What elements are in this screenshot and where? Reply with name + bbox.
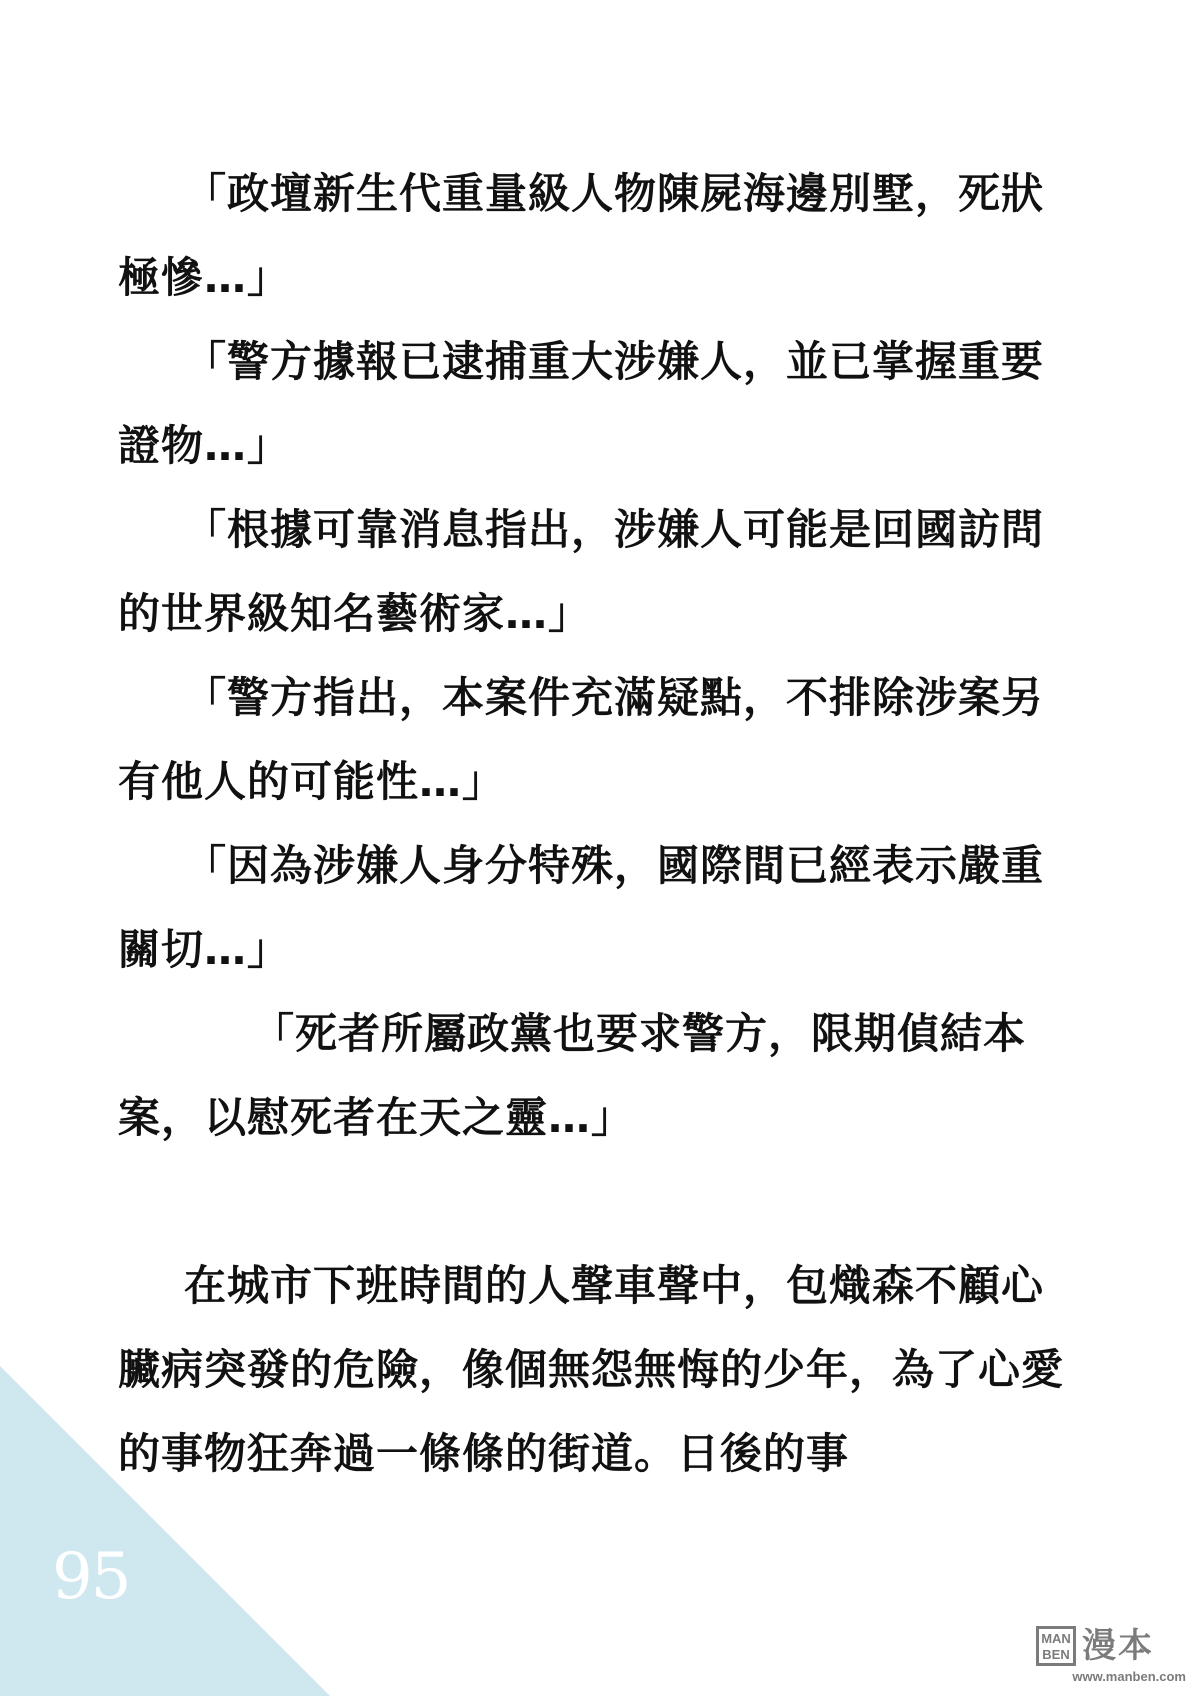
page-number: 95 [52,1540,130,1614]
paragraph-3: 「根據可靠消息指出，涉嫌人可能是回國訪問的世界級知名藝術家…」 [118,505,1045,638]
watermark-title: 漫本 [1082,1626,1154,1666]
watermark [1036,1626,1186,1686]
paragraph-7: 在城市下班時間的人聲車聲中，包熾森不顧心臟病突發的危險，像個無怨無悔的少年，為了心愛的事物狂奔過一條條的街道。日後的事 [118,1261,1065,1478]
corner-triangle-decoration [0,1366,330,1696]
paragraph-4: 「警方指出，本案件充滿疑點，不排除涉案另有他人的可能性…」 [118,673,1045,806]
watermark-logo-icon: MAN BEN [1036,1626,1076,1666]
paragraph-5: 「因為涉嫌人身分特殊，國際間已經表示嚴重關切…」 [118,841,1045,974]
paragraph-6: 「死者所屬政黨也要求警方，限期偵結本案，以慰死者在天之靈…」 [118,1009,1027,1142]
paragraph-gap [118,1160,1086,1244]
body-text [118,152,1086,1496]
paragraph-1: 「政壇新生代重量級人物陳屍海邊別墅，死狀極慘…」 [118,169,1045,302]
paragraph-2: 「警方據報已逮捕重大涉嫌人，並已掌握重要證物…」 [118,337,1045,470]
watermark-url: www.manben.com [1072,1669,1186,1684]
